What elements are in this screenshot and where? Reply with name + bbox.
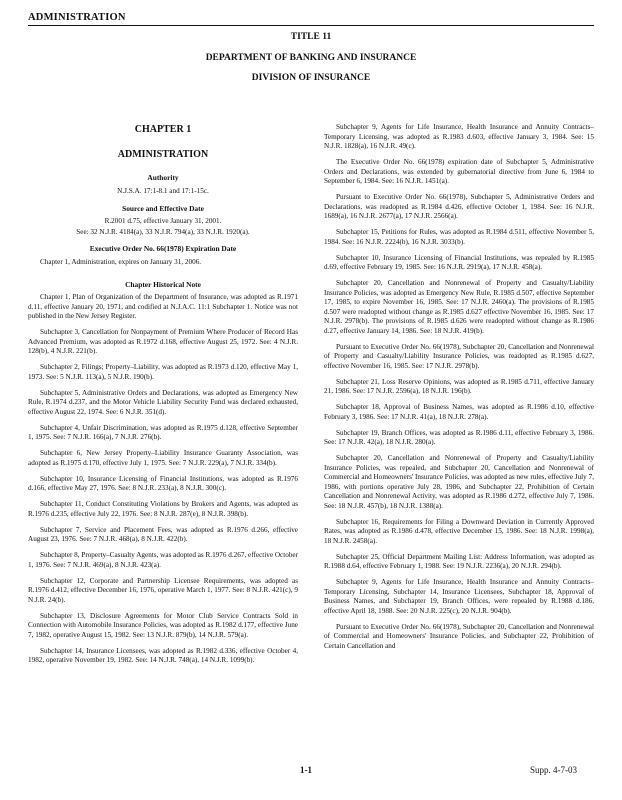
history-paragraph: Subchapter 16, Requirements for Filing a Downward Deviation in Currently Approved Rates, was adopted as R.1986 d.478, effective December 15, 1986. See: 18 N.J.R. 1998(a), 18 N.J.R. 2458(a). bbox=[324, 517, 594, 545]
historical-note-heading: Chapter Historical Note bbox=[125, 279, 201, 289]
department-title: DEPARTMENT OF BANKING AND INSURANCE bbox=[205, 53, 417, 63]
history-paragraph: Subchapter 13, Disclosure Agreements for Motor Club Service Contracts Sold in Connection with Automobile Insurance Policies, was adopted as R.1982 d.177, effective June 7, 1982, operative August 15, 1982. See: 13 N.J.R. 879(b), 14 N.J.R. 579(a). bbox=[28, 611, 298, 639]
authority-text: N.J.S.A. 17:1-8.1 and 17:1-15c. bbox=[117, 187, 209, 196]
history-paragraph: Pursuant to Executive Order No. 66(1978), Subchapter 5, Administrative Orders and Declarations, was readopted as R.1984 d.426, effective October 1, 1984. See: 16 N.J.R. 1689(a), 16 N.J.R. 2677(a), 17 N.J.R. 2566(a). bbox=[324, 193, 594, 220]
history-paragraph: Subchapter 20, Cancellation and Nonrenewal of Property and Casualty/Liability Insurance Policies, was adopted as Emergency New Rule, R.1985 d.507, effective September 17, 1985, to expire November 16, 1985. See: 17 N.J.R. 2460(a). The provisions of R.1985 d.507 were readopted without change as R.1985 d.627 effective November 16, 1985. See: 17 N.J.R. 2978(b). The provisions of R.1985 d.626 were readopted without change as R.1986 d.27, effective January 14, 1986. See: 18 N.J.R. 419(b). bbox=[324, 279, 594, 335]
history-paragraph: Chapter 1, Plan of Organization of the Department of Insurance, was adopted as R.1971 d.11, effective January 20, 1971, and codified at N.J.A.C. 11:1 Subchapter 1. Notice was not published in the New Jersey Register. bbox=[28, 293, 298, 321]
history-paragraph: Subchapter 21, Loss Reserve Opinions, was adopted as R.1985 d.711, effective January 21, 1986. See: 17 N.J.R. 2596(a), 18 N.J.R. 196(b). bbox=[324, 377, 594, 395]
history-paragraph: Subchapter 7, Service and Placement Fees, was adopted as R.1976 d.266, effective August 23, 1976. See: 7 N.J.R. 468(a), 8 N.J.R. 422(b). bbox=[28, 525, 298, 544]
history-paragraph: Pursuant to Executive Order No. 66(1978), Subchapter 20, Cancellation and Nonrenewal of Commercial and Homeowners' Insurance Policies, and Subchapter 22, Prohibition of Certain Cancellation and bbox=[324, 622, 594, 650]
running-header: ADMINISTRATION bbox=[28, 12, 594, 26]
page-number: 1-1 bbox=[300, 765, 312, 775]
history-paragraph: Subchapter 9, Agents for Life Insurance, Health Insurance and Annuity Contracts–Temporary Licensing, Subchapter 14, Insurance Licensees, Subchapter 18, Approval of Business Names, and Subchapter 19, Branch Offices, were repealed by R.1988 d.186, effective April 18, 1988. See: 20 N.J.R. 225(c), 20 N.J.R. 904(b). bbox=[324, 578, 594, 615]
history-paragraph: Subchapter 15, Petitions for Rules, was adopted as R.1984 d.511, effective November 5, 1984. See: 16 N.J.R. 2224(b), 16 N.J.R. 3033(b). bbox=[324, 228, 594, 246]
chapter-number: CHAPTER 1 bbox=[134, 124, 192, 135]
history-paragraph: Subchapter 10, Insurance Licensing of Financial Institutions, was adopted as R.1976 d.166, effective May 27, 1976. See: 8 N.J.R. 233(a), 8 N.J.R. 300(c). bbox=[28, 474, 298, 493]
history-paragraph: The Executive Order No. 66(1978) expiration date of Subchapter 5, Administrative Orders and Declarations, was extended by gubernatorial directive from June 6, 1984 to September 6, 1984. See: 16 N.J.R. 1451(a). bbox=[324, 158, 594, 185]
history-paragraph: Pursuant to Executive Order No. 66(1978), Subchapter 20, Cancellation and Nonrenewal of Property and Casualty/Liability Insurance Policies, was readopted as R.1985 d.627, effective November 16, 1985. See: 17 N.J.R. 2978(b). bbox=[324, 342, 594, 370]
history-paragraph: Subchapter 10, Insurance Licensing of Financial Institutions, was repealed by R.1985 d.69, effective February 19, 1985. See: 16 N.J.R. 2919(a), 17 N.J.R. 458(a). bbox=[324, 253, 594, 271]
title-number: TITLE 11 bbox=[290, 32, 332, 42]
history-paragraph: Subchapter 14, Insurance Licensees, was adopted as R.1982 d.336, effective October 4, 1982, operative November 19, 1982. See: 14 N.J.R. 748(a), 14 N.J.R. 1099(b). bbox=[28, 646, 298, 665]
history-paragraph: Subchapter 3, Cancellation for Nonpayment of Premium Where Producer of Record Has Advanced Premium, was adopted as R.1972 d.168, effective August 25, 1972. See: 4 N.J.R. 128(b), 4 N.J.R. 221(b). bbox=[28, 328, 298, 356]
history-paragraph: Subchapter 18, Approval of Business Names, was adopted as R.1986 d.10, effective February 3, 1986. See: 17 N.J.R. 41(a), 18 N.J.R. 278(a). bbox=[324, 403, 594, 421]
history-paragraph: Subchapter 4, Unfair Discrimination, was adopted as R.1975 d.128, effective September 1, 1975. See: 7 N.J.R. 166(a), 7 N.J.R. 276(b). bbox=[28, 423, 298, 442]
history-paragraph: Subchapter 12, Corporate and Partnership Licensee Requirements, was adopted as R.1976 d.412, effective December 16, 1976, operative March 1, 1977. See: 8 N.J.R. 421(c), 9 N.J.R. 24(b). bbox=[28, 576, 298, 604]
exec-order-heading: Executive Order No. 66(1978) Expiration Date bbox=[89, 244, 237, 254]
source-text-2: See: 32 N.J.R. 4184(a), 33 N.J.R. 794(a), 33 N.J.R. 1920(a). bbox=[76, 227, 250, 236]
history-paragraph: Subchapter 19, Branch Offices, was adopted as R.1986 d.11, effective February 3, 1986. See: 17 N.J.R. 42(a), 18 N.J.R. 280(a). bbox=[324, 428, 594, 446]
history-paragraph: Subchapter 20, Cancellation and Nonrenewal of Property and Casualty/Liability Insurance Policies, was repealed, and Subchapter 20, Cancellation and Nonrenewal of Commercial and Homeowners' Insurance Policies, was adopted as new rules, effective July 7, 1986, with portions operative July 28, 1986, and Subchapter 22, Prohibition of Certain Cancellation and Nonrenewal Activity, was adopted as R.1986 d.272, effective July 7, 1986. See: 18 N.J.R. 457(b), 18 N.J.R. 1388(a). bbox=[324, 454, 594, 510]
history-paragraph: Subchapter 2, Filings; Property–Liability, was adopted as R.1973 d.120, effective May 1, 1973. See: 5 N.J.R. 113(a), 5 N.J.R. 190(b). bbox=[28, 363, 298, 381]
source-text-1: R.2001 d.75, effective January 31, 2001. bbox=[104, 217, 222, 226]
left-column bbox=[28, 123, 298, 672]
right-column bbox=[324, 123, 594, 658]
history-paragraph: Subchapter 11, Conduct Constituting Violations by Brokers and Agents, was adopted as R.1976 d.235, effective July 22, 1976. See: 8 N.J.R. 287(e), 8 N.J.R. 398(b). bbox=[28, 500, 298, 518]
chapter-title: ADMINISTRATION bbox=[117, 149, 209, 161]
source-heading: Source and Effective Date bbox=[122, 203, 204, 213]
history-paragraph: Subchapter 8, Property–Casualty Agents, was adopted as R.1976 d.267, effective October 1, 1976. See: 7 N.J.R. 469(a), 8 N.J.R. 423(a). bbox=[28, 551, 298, 569]
division-title: DIVISION OF INSURANCE bbox=[251, 73, 371, 83]
supplement-date: Supp. 4-7-03 bbox=[530, 765, 577, 775]
history-paragraph: Subchapter 25, Official Department Mailing List: Address Information, was adopted as R.1988 d.64, effective February 1, 1988. See: 19 N.J.R. 2236(a), 20 N.J.R. 294(b). bbox=[324, 552, 594, 570]
history-paragraph: Subchapter 6, New Jersey Property–Liability Insurance Guaranty Association, was adopted as R.1975 d.170, effective July 1, 1975. See: 7 N.J.R. 229(a), 7 N.J.R. 334(b). bbox=[28, 449, 298, 467]
authority-heading: Authority bbox=[147, 173, 179, 183]
exec-order-text: Chapter 1, Administration, expires on January 31, 2006. bbox=[40, 258, 202, 267]
history-paragraph: Subchapter 5, Administrative Orders and Declarations, was adopted as Emergency New Rule, R.1974 d.237, and the Motor Vehicle Liability Security Fund was declared exhausted, effective August 22, 1974. See: 6 N.J.R. 351(d). bbox=[28, 388, 298, 416]
history-paragraph: Subchapter 9, Agents for Life Insurance, Health Insurance and Annuity Contracts–Temporary Licensing, was adopted as R.1983 d.603, effective January 3, 1984. See: 15 N.J.R. 1828(a), 16 N.J.R. 49(c). bbox=[324, 123, 594, 150]
